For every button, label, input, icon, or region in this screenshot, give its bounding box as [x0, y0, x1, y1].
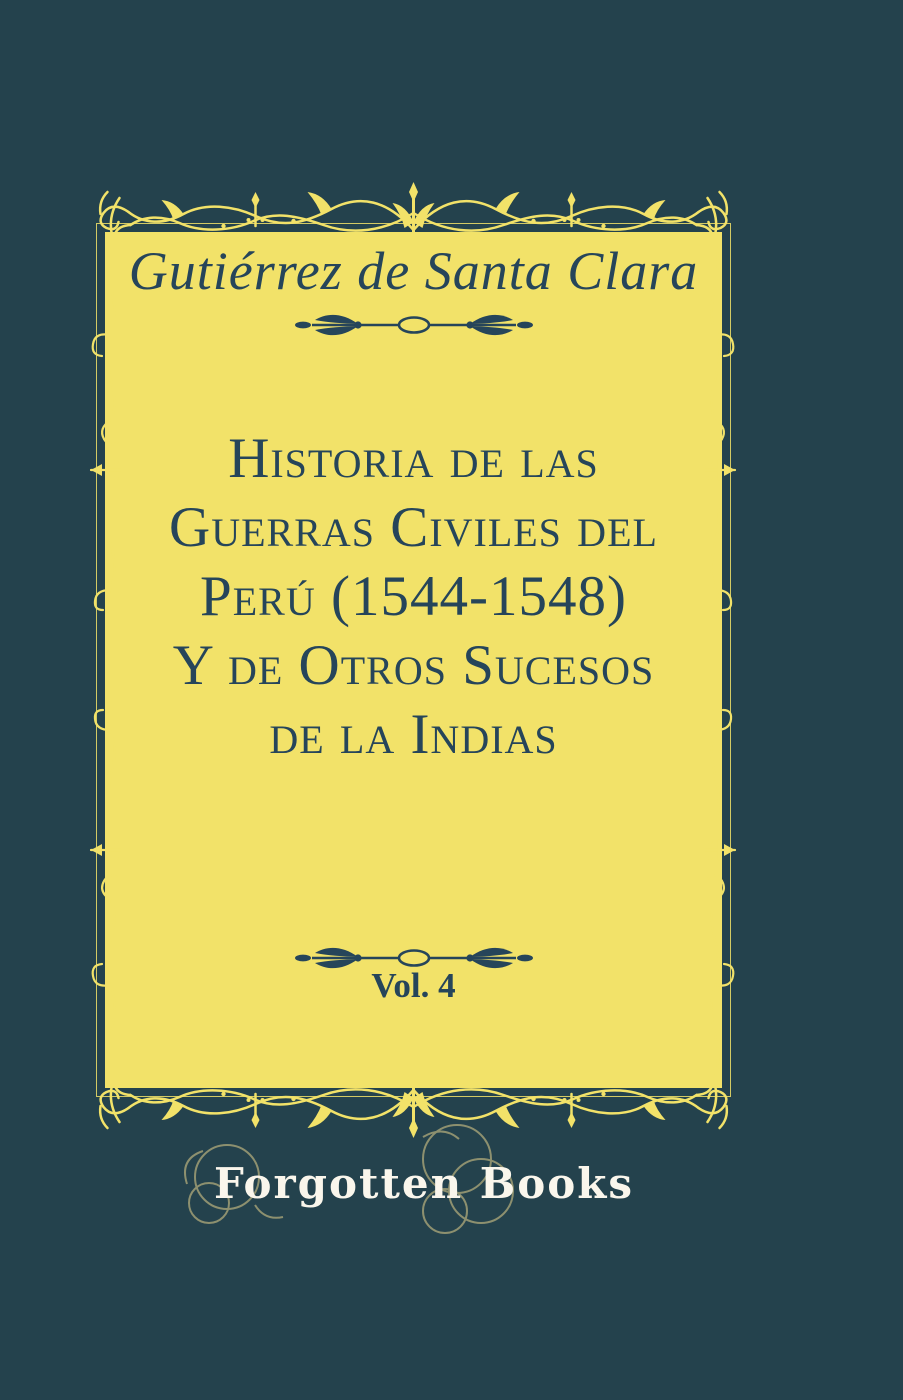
title-line-4: Y de Otros Sucesos [172, 634, 655, 697]
top-flourish-border-icon [83, 180, 744, 236]
volume-label: Vol. 4 [371, 966, 456, 1005]
publisher-logo-wrap [214, 1154, 634, 1214]
author-divider-icon [294, 310, 534, 340]
title-line-5: de la Indias [269, 703, 558, 766]
book-title [100, 424, 727, 769]
author-name: Gutiérrez de Santa Clara [128, 241, 699, 301]
title-line-1: Historia de las [228, 427, 599, 490]
publisher-name: Forgotten Books [214, 1159, 634, 1208]
title-line-3: Perú (1544-1548) [200, 565, 627, 628]
title-line-2: Guerras Civiles del [169, 496, 658, 559]
publisher-logo [0, 1142, 903, 1272]
